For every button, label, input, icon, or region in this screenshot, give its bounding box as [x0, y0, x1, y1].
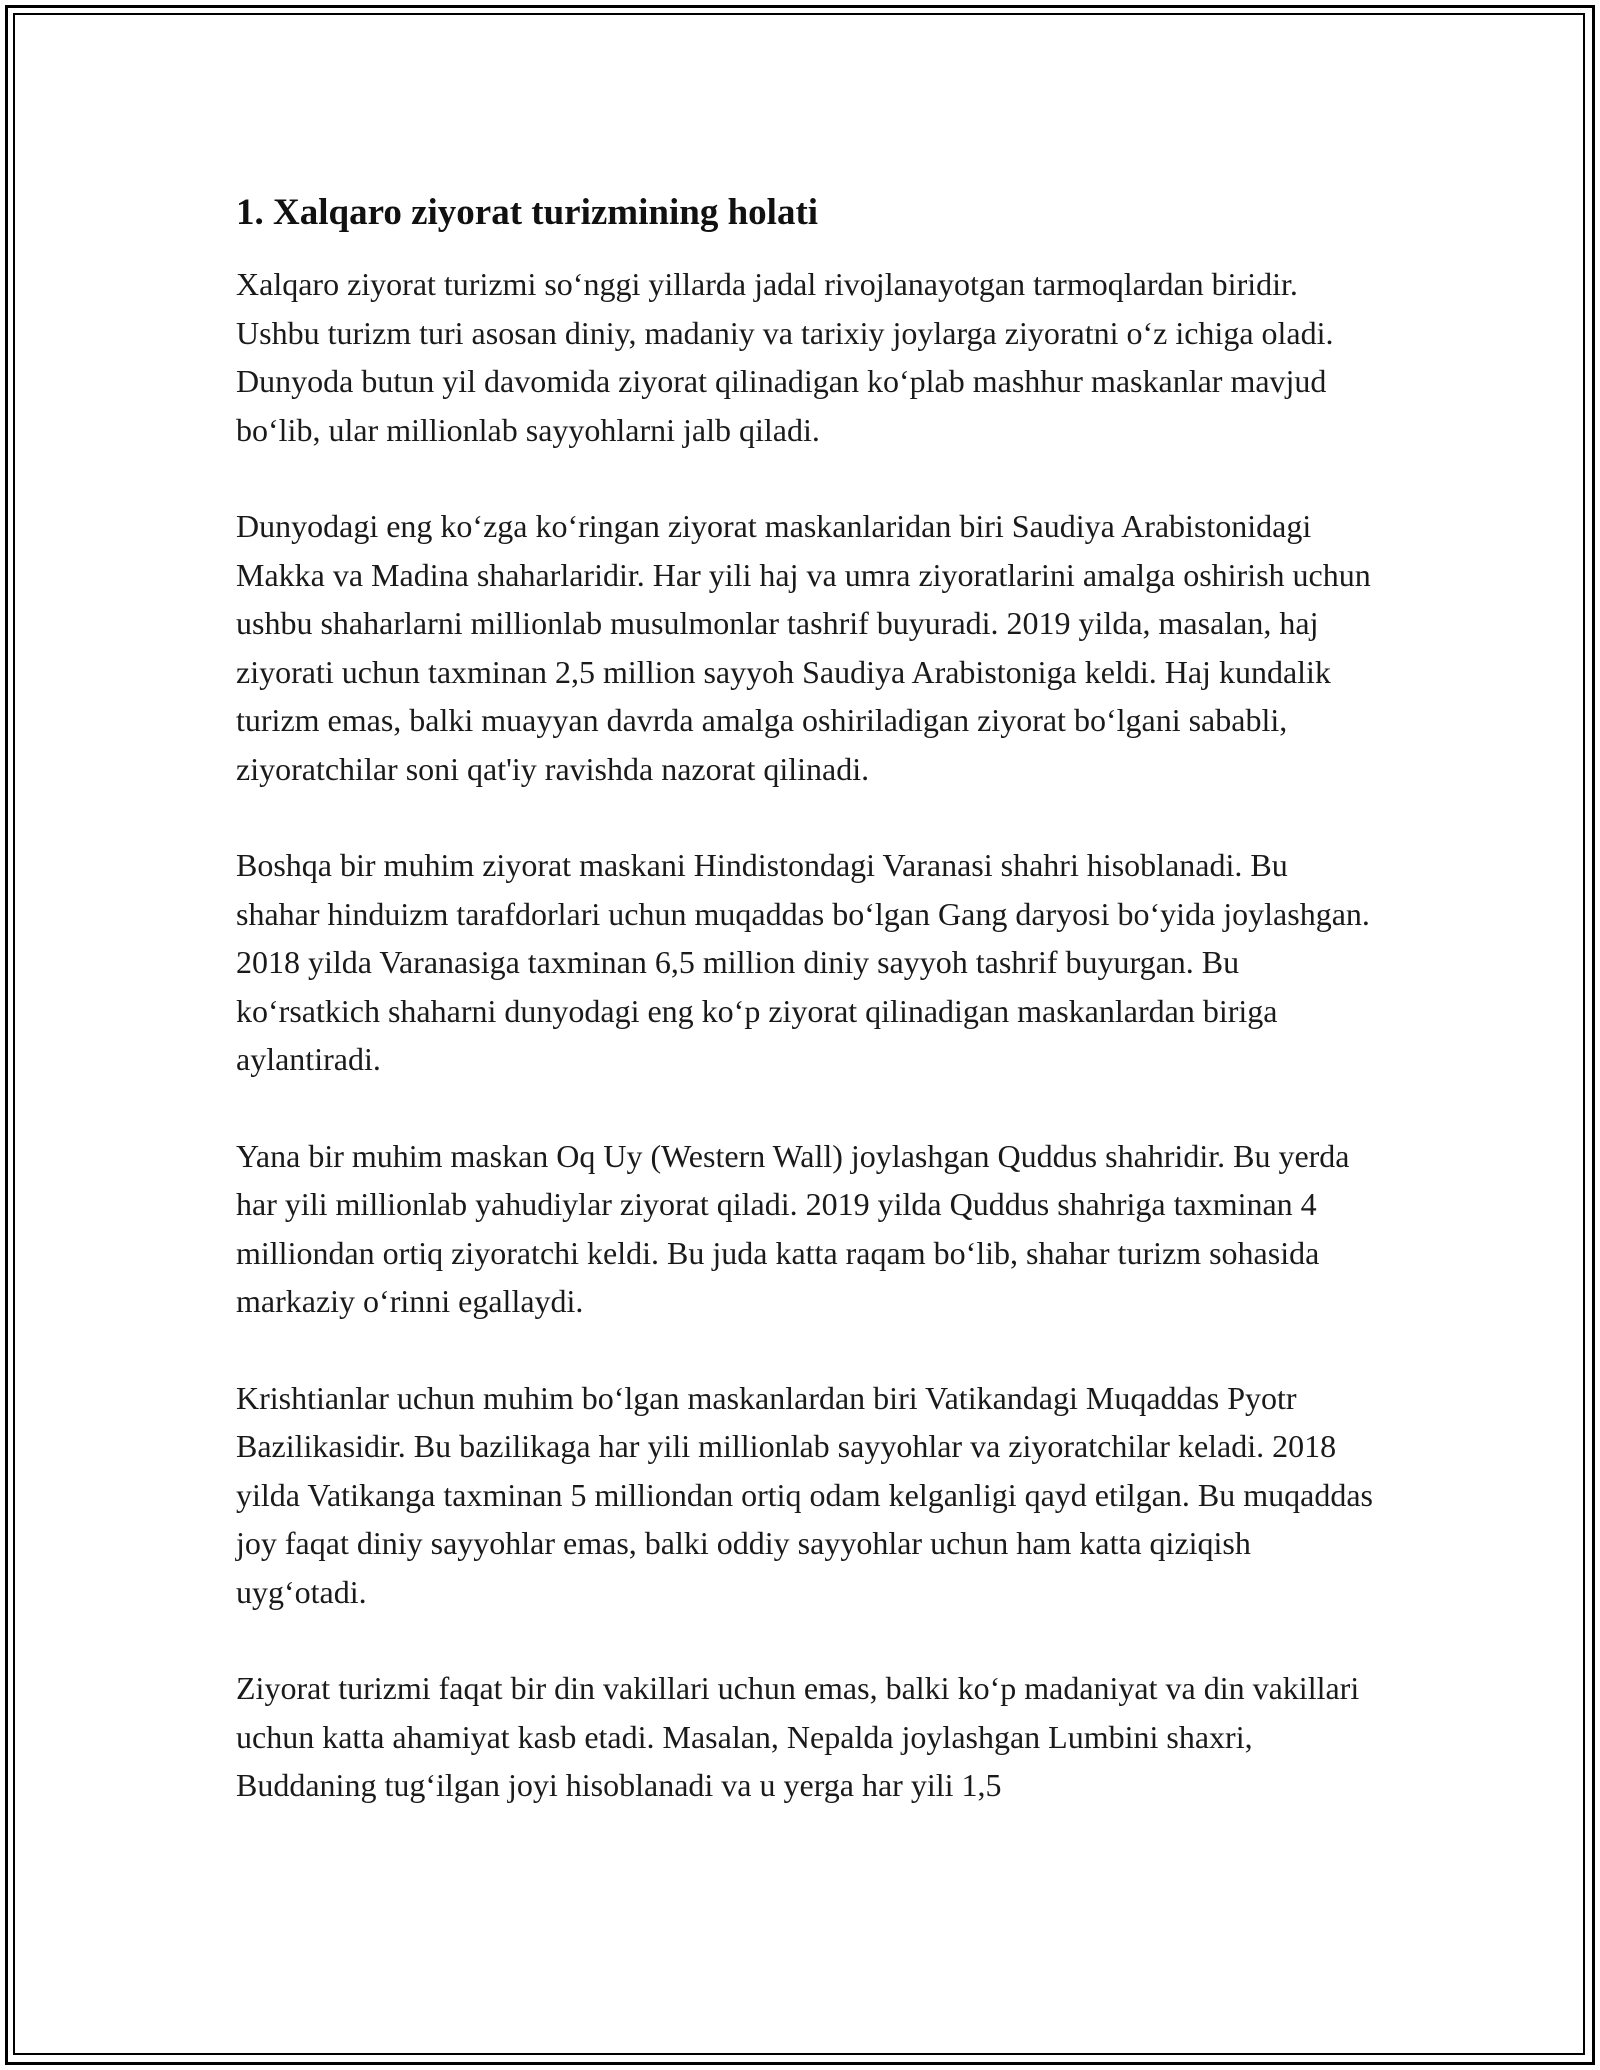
paragraph-5: Krishtianlar uchun muhim bo‘lgan maskanlardan biri Vatikandagi Muqaddas Pyotr Bazilikasidir. Bu bazilikaga har yili millionlab sayyohlar va ziyoratchilar keladi. 2018 yilda Vatikanga taxminan 5 milliondan ortiq odam kelganligi qayd etilgan. Bu muqaddas joy faqat diniy sayyohlar emas, balki oddiy sayyohlar uchun ham katta qiziqish uyg‘otadi. [236, 1379, 1373, 1610]
paragraph-6: Ziyorat turizmi faqat bir din vakillari uchun emas, balki ko‘p madaniyat va din vakillari uchun katta ahamiyat kasb etadi. Masalan, Nepalda joylashgan Lumbini shaxri, Buddaning tug‘ilgan joyi hisoblanadi va u yerga har yili 1,5 [236, 1670, 1360, 1803]
paragraph-3: Boshqa bir muhim ziyorat maskani Hindistondagi Varanasi shahri hisoblanadi. Bu shahar hinduizm tarafdorlari uchun muqaddas bo‘lgan Gang daryosi bo‘yida joylashgan. 2018 yilda Varanasiga taxminan 6,5 million diniy sayyoh tashrif buyurgan. Bu ko‘rsatkich shaharni dunyodagi eng ko‘p ziyorat qilinadigan maskanlardan biriga aylantiradi. [236, 847, 1370, 1077]
section-heading: 1. Xalqaro ziyorat turizmining holati [236, 192, 819, 233]
paragraph-4: Yana bir muhim maskan Oq Uy (Western Wall) joylashgan Quddus shahridir. Bu yerda har yili millionlab yahudiylar ziyorat qiladi. 2019 yilda Quddus shahriga taxminan 4 milliondan ortiq ziyoratchi keldi. Bu juda katta raqam bo‘lib, shahar turizm sohasida markaziy o‘rinni egallaydi. [236, 1137, 1350, 1319]
paragraph-1: Xalqaro ziyorat turizmi so‘nggi yillarda jadal rivojlanayotgan tarmoqlardan biridir. Ushbu turizm turi asosan diniy, madaniy va tarixiy joylarga ziyoratni o‘z ichiga oladi. Dunyoda butun yil davomida ziyorat qilinadigan ko‘plab mashhur maskanlar mavjud bo‘lib, ular millionlab sayyohlarni jalb qiladi. [236, 266, 1334, 448]
document-body [236, 186, 1376, 1810]
paragraph-2: Dunyodagi eng ko‘zga ko‘ringan ziyorat maskanlaridan biri Saudiya Arabistonidagi Makka va Madina shaharlaridir. Har yili haj va umra ziyoratlarini amalga oshirish uchun ushbu shaharlarni millionlab musulmonlar tashrif buyuradi. 2019 yilda, masalan, haj ziyorati uchun taxminan 2,5 million sayyoh Saudiya Arabistoniga keldi. Haj kundalik turizm emas, balki muayyan davrda amalga oshiriladigan ziyorat bo‘lgani sababli, ziyoratchilar soni qat'iy ravishda nazorat qilinadi. [236, 508, 1371, 787]
